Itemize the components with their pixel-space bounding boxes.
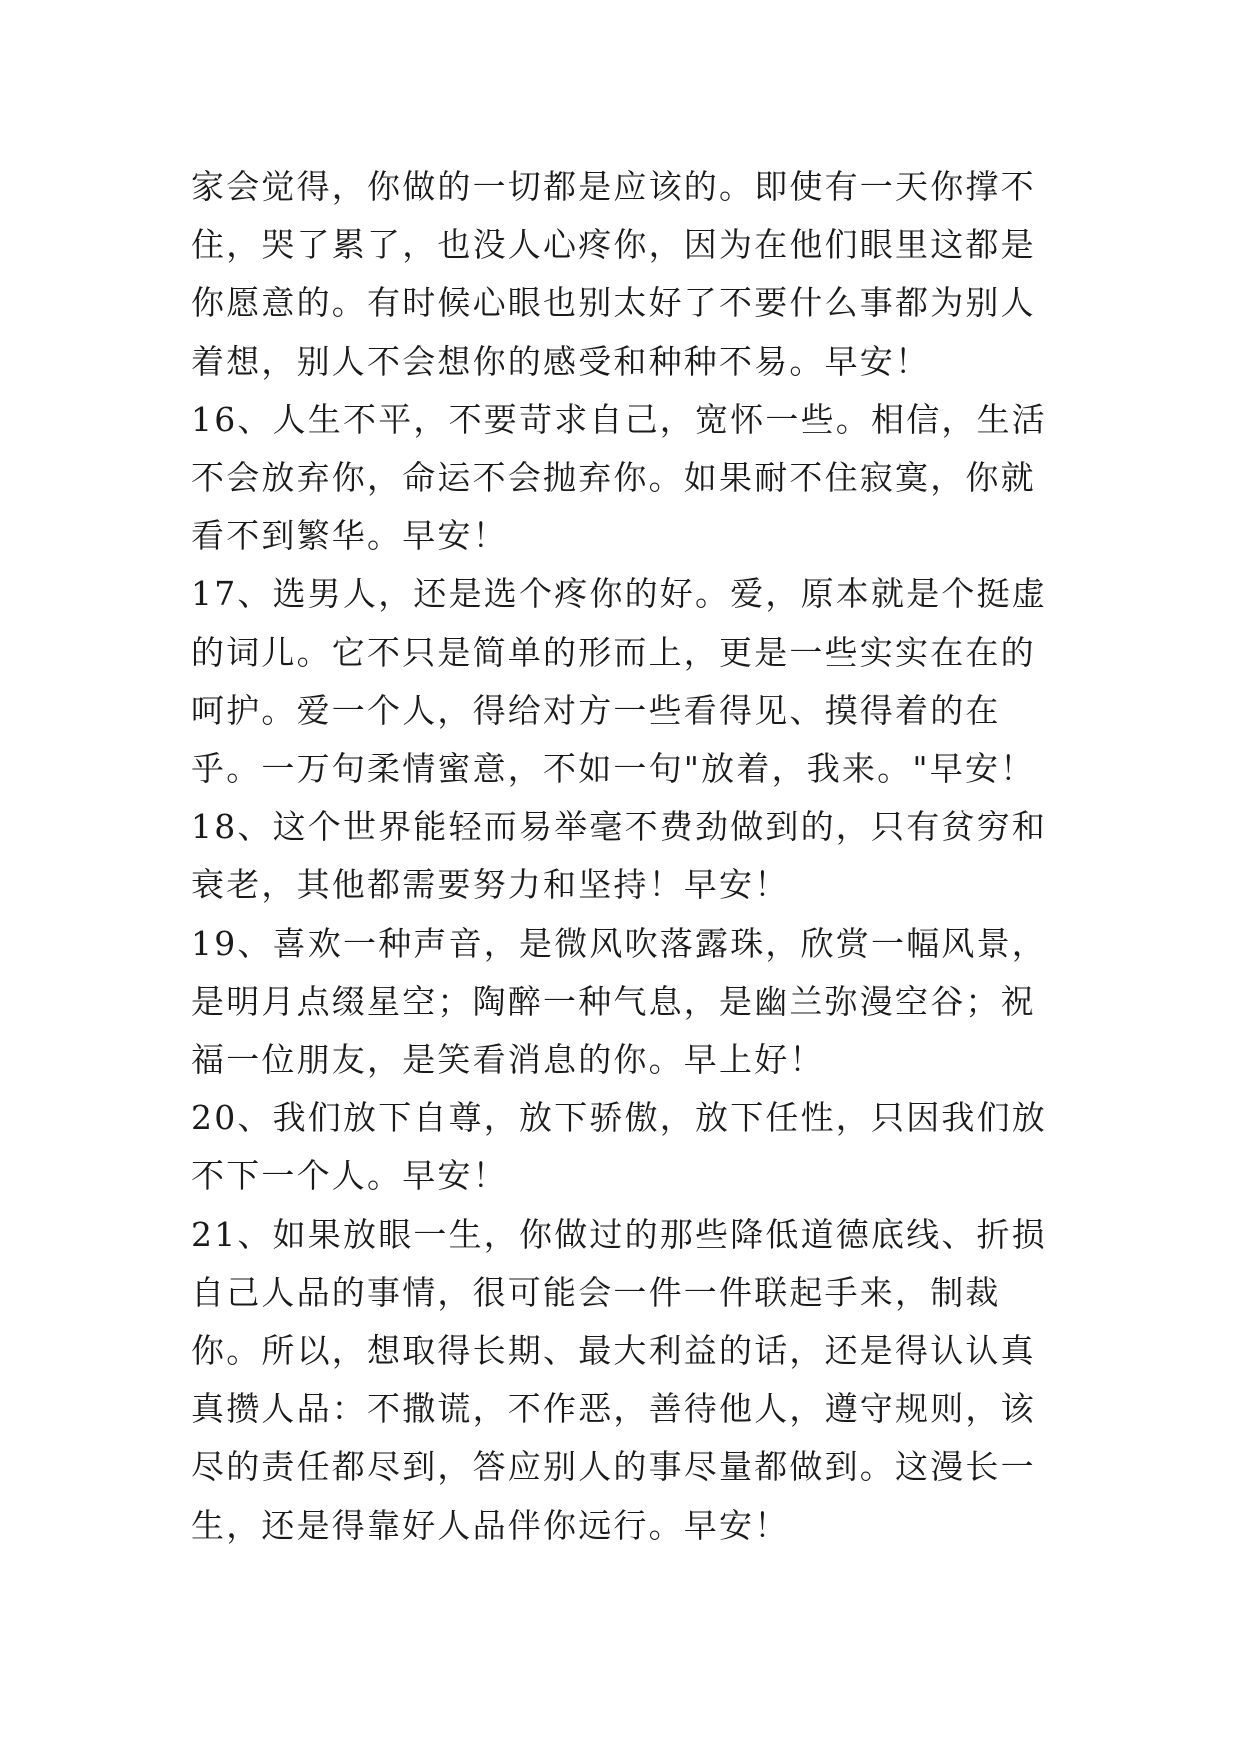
paragraph-16: 16、人生不平，不要苛求自己，宽怀一些。相信，生活不会放弃你，命运不会抛弃你。如果耐不住寂寞，你就看不到繁华。早安！	[191, 399, 1047, 556]
paragraph-continued: 家会觉得，你做的一切都是应该的。即使有一天你撑不住，哭了累了，也没人心疼你，因为在他们眼里这都是你愿意的。有时候心眼也别太好了不要什么事都为别人着想，别人不会想你的感受和种种不易。早安！	[191, 167, 1036, 381]
paragraph-17: 17、选男人，还是选个疼你的好。爱，原本就是个挺虚的词儿。它不只是简单的形而上，更是一些实实在在的呵护。爱一个人，得给对方一些看得见、摸得着的在乎。一万句柔情蜜意，不如一句"放着，我来。"早安！	[191, 574, 1047, 789]
paragraph-20: 20、我们放下自尊，放下骄傲，放下任性，只因我们放不下一个人。早安！	[191, 1098, 1047, 1196]
paragraph-21: 21、如果放眼一生，你做过的那些降低道德底线、折损自己人品的事情，很可能会一件一件联起手来，制裁你。所以，想取得长期、最大利益的话，还是得认认真真攒人品：不撒谎，不作恶，善待他人，遵守规则，该尽的责任都尽到，答应别人的事尽量都做到。这漫长一生，还是得靠好人品伴你远行。早安！	[191, 1214, 1047, 1545]
paragraph-18: 18、这个世界能轻而易举毫不费劲做到的，只有贫穷和衰老，其他都需要努力和坚持！早安！	[191, 807, 1047, 905]
paragraph-19: 19、喜欢一种声音，是微风吹落露珠，欣赏一幅风景，是明月点缀星空；陶醉一种气息，是幽兰弥漫空谷；祝福一位朋友，是笑看消息的你。早上好！	[191, 923, 1047, 1080]
document-body	[191, 158, 1063, 1555]
